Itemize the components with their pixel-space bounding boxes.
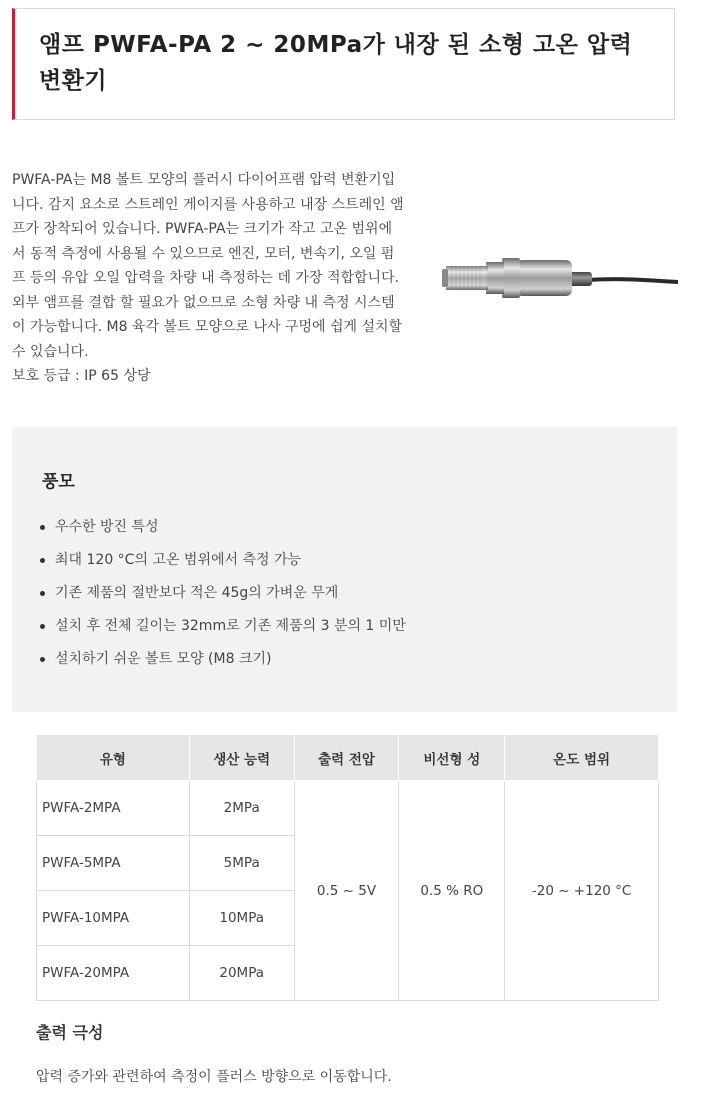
feature-item: 기존 제품의 절반보다 적은 45g의 가벼운 무게 [38, 583, 406, 616]
header-output-voltage: 출력 전압 [294, 735, 399, 781]
header-type: 유형 [37, 735, 190, 781]
capacity-cell: 10MPa [189, 891, 294, 946]
pressure-transducer-photo [438, 236, 684, 320]
output-polarity-heading: 출력 극성 [36, 1023, 104, 1042]
feature-item: 설치하기 쉬운 볼트 모양 (M8 크기) [38, 649, 406, 682]
table-header-row [37, 735, 659, 781]
header-capacity: 생산 능력 [189, 735, 294, 781]
product-description [12, 168, 404, 389]
features-list [38, 517, 406, 682]
model-cell: PWFA-10MPA [37, 891, 190, 946]
output-polarity-text: 압력 증가와 관련하여 측정이 플러스 방향으로 이동합니다. [36, 1069, 392, 1085]
protection-rating: 보호 등급 : IP 65 상당 [12, 368, 151, 384]
page-title: 앰프 PWFA-PA 2 ~ 20MPa가 내장 된 소형 고온 압력 변환기 [39, 32, 633, 94]
feature-item: 우수한 방진 특성 [38, 517, 406, 550]
header-temperature-range: 온도 범위 [505, 735, 659, 781]
nonlinearity-cell: 0.5 % RO [399, 781, 505, 1001]
capacity-cell: 5MPa [189, 836, 294, 891]
model-cell: PWFA-2MPA [37, 781, 190, 836]
feature-item: 최대 120 °C의 고온 범위에서 측정 가능 [38, 550, 406, 583]
capacity-cell: 20MPa [189, 946, 294, 1001]
header-nonlinearity: 비선형 성 [399, 735, 505, 781]
capacity-cell: 2MPa [189, 781, 294, 836]
temperature-range-cell: -20 ~ +120 °C [505, 781, 659, 1001]
output-voltage-cell: 0.5 ~ 5V [294, 781, 399, 1001]
model-cell: PWFA-20MPA [37, 946, 190, 1001]
description-paragraph: PWFA-PA는 M8 볼트 모양의 플러시 다이어프램 압력 변환기입니다. 감지 요소로 스트레인 게이지를 사용하고 내장 스트레인 앰프가 장착되어 있습니다. PWFA-PA는 크기가 작고 고온 범위에서 동적 측정에 사용될 수 있으므로 엔진, 모터, 변속기, 오일 펌프 등의 유압 오일 압력을 차량 내 측정하는 데 가장 적합합니다. 외부 앰프를 결합 할 필요가 없으므로 소형 차량 내 측정 시스템이 가능합니다. M8 육각 볼트 모양으로 나사 구멍에 쉽게 설치할 수 있습니다. [12, 172, 404, 360]
table-row [37, 781, 659, 836]
model-cell: PWFA-5MPA [37, 836, 190, 891]
features-section [12, 427, 677, 712]
features-heading: 풍모 [42, 472, 75, 492]
title-box [12, 8, 675, 120]
spec-table [36, 734, 659, 1001]
feature-item: 설치 후 전체 길이는 32mm로 기존 제품의 3 분의 1 미만 [38, 616, 406, 649]
